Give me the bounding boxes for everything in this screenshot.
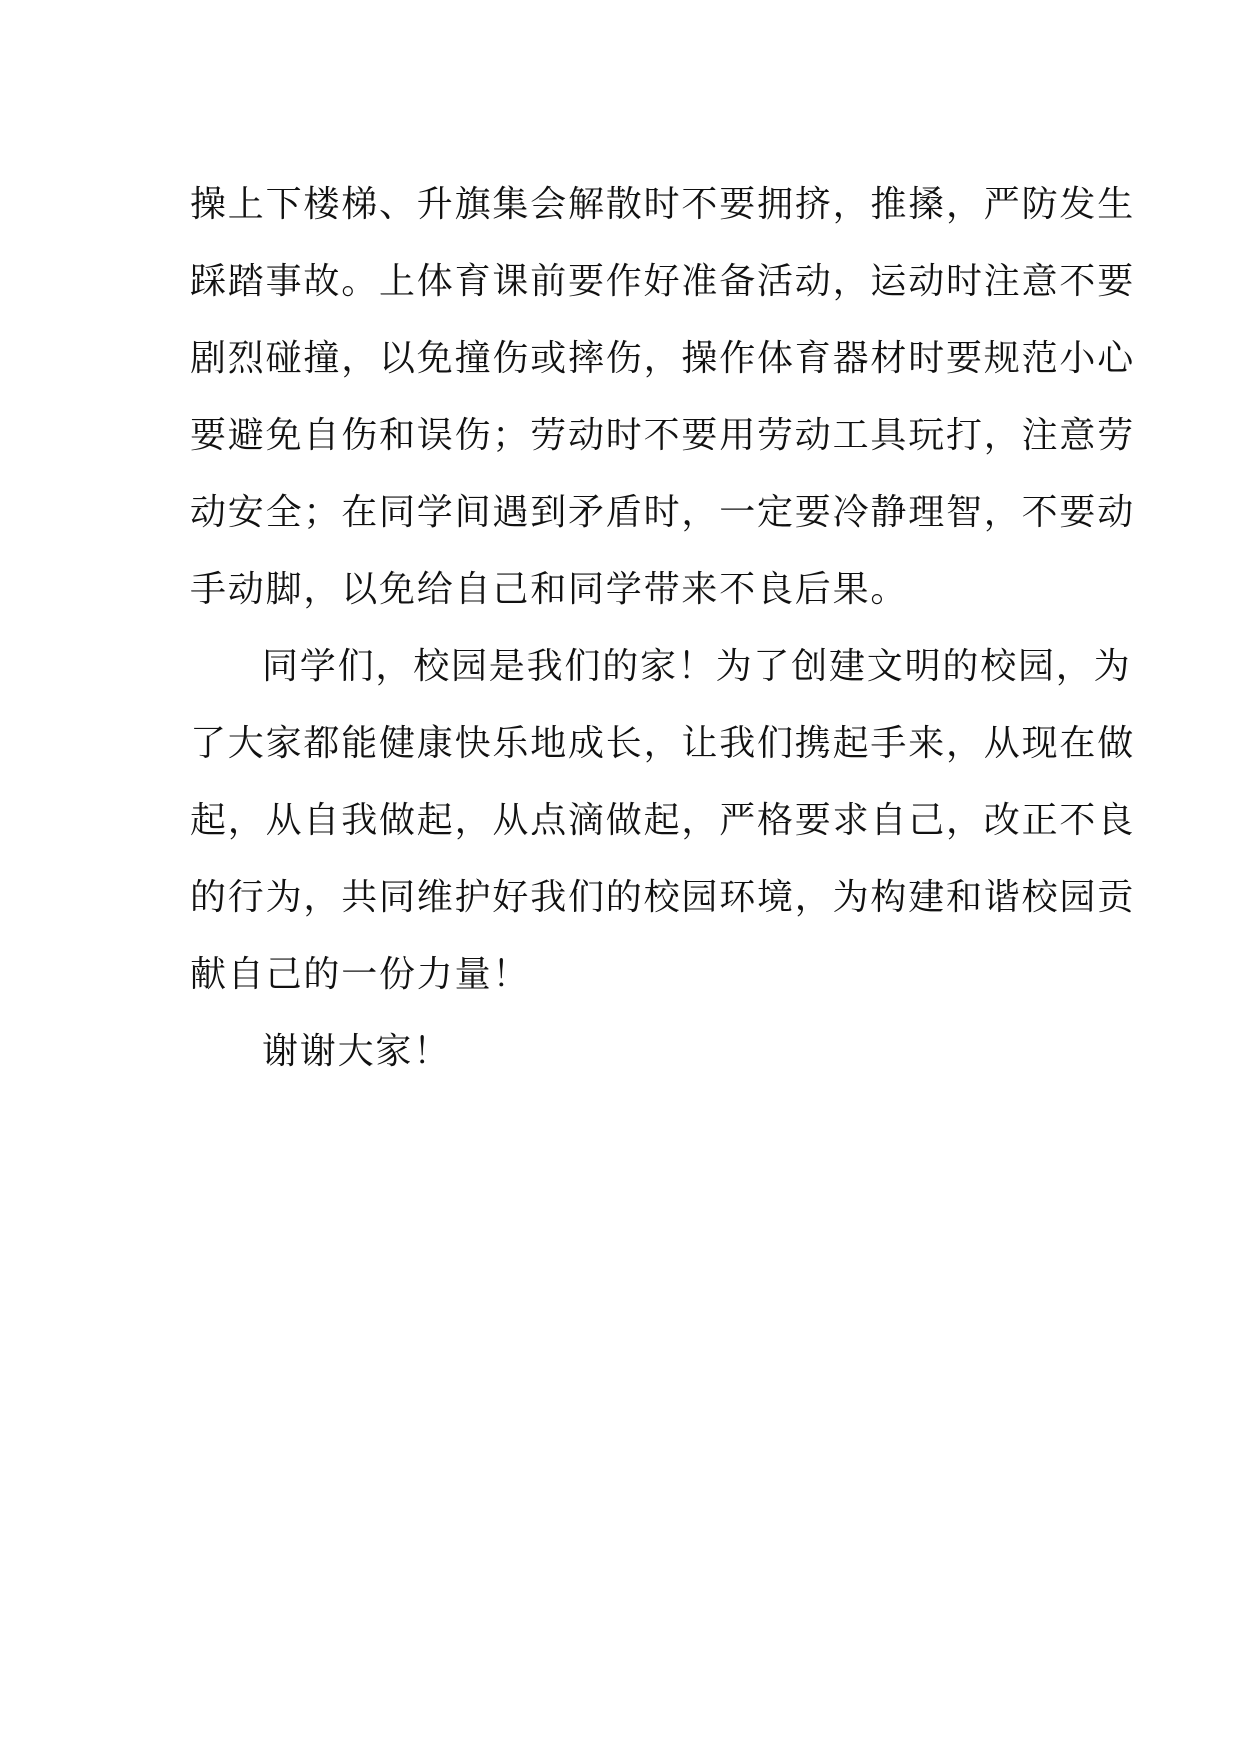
closing-thanks: 谢谢大家！ — [262, 1031, 452, 1072]
text-line: 起，从自我做起，从点滴做起，严格要求自己，改正不良 — [190, 800, 1136, 841]
paragraph-closing — [190, 1013, 1060, 1090]
text-line: 动安全；在同学间遇到矛盾时，一定要冷静理智，不要动 — [190, 492, 1136, 533]
document-page — [190, 166, 1136, 1090]
text-line: 手动脚，以免给自己和同学带来不良后果。 — [190, 569, 909, 610]
text-line: 了大家都能健康快乐地成长，让我们携起手来，从现在做 — [190, 723, 1136, 764]
paragraph-appeal — [190, 628, 1136, 1013]
text-line: 踩踏事故。上体育课前要作好准备活动，运动时注意不要 — [190, 261, 1136, 302]
text-line: 要避免自伤和误伤；劳动时不要用劳动工具玩打，注意劳 — [190, 415, 1136, 456]
text-line: 的行为，共同维护好我们的校园环境，为构建和谐校园贡 — [190, 877, 1136, 918]
text-line: 操上下楼梯、升旗集会解散时不要拥挤，推搡，严防发生 — [190, 184, 1136, 225]
text-line: 剧烈碰撞，以免撞伤或摔伤，操作体育器材时要规范小心 — [190, 338, 1136, 379]
paragraph-safety — [190, 166, 1136, 628]
text-line: 献自己的一份力量！ — [190, 954, 531, 995]
text-line: 同学们，校园是我们的家！为了创建文明的校园，为 — [262, 646, 1132, 687]
